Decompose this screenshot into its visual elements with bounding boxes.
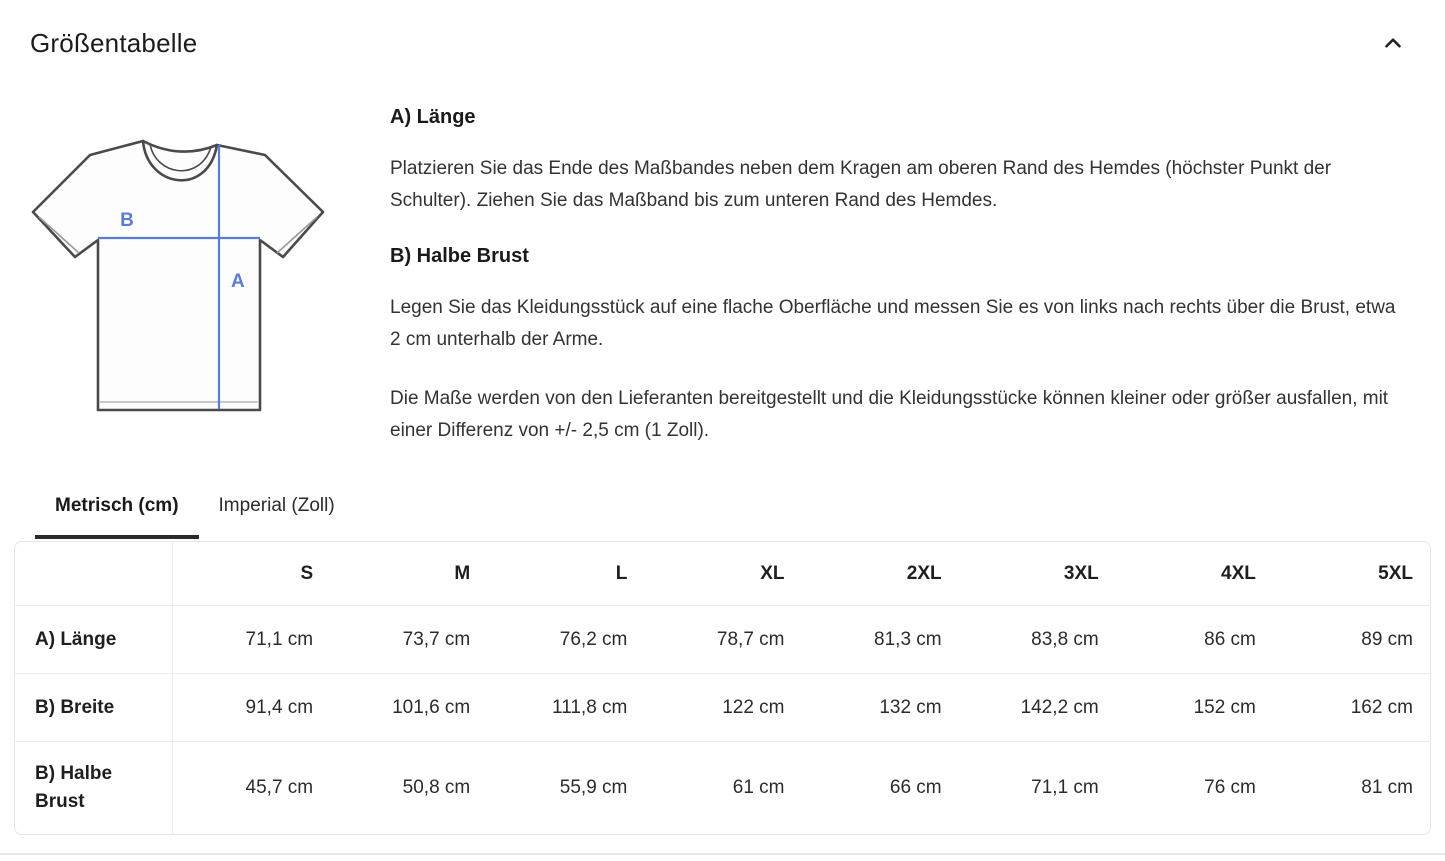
table-cell: 132 cm — [802, 673, 959, 741]
tab-metric[interactable]: Metrisch (cm) — [35, 489, 199, 539]
table-cell: 76 cm — [1116, 741, 1273, 834]
table-cell: 66 cm — [802, 741, 959, 834]
unit-tabs — [35, 489, 355, 539]
length-heading: A) Länge — [390, 106, 476, 128]
table-cell: 101,6 cm — [330, 673, 487, 741]
column-header-xl: XL — [760, 562, 785, 584]
table-cell: 86 cm — [1116, 605, 1273, 673]
column-header-5xl: 5XL — [1378, 562, 1413, 584]
half-chest-heading: B) Halbe Brust — [390, 245, 529, 267]
column-header-2xl: 2XL — [906, 562, 942, 584]
section-divider — [0, 853, 1445, 855]
table-cell: 78,7 cm — [644, 605, 801, 673]
table-cell: 162 cm — [1273, 673, 1430, 741]
length-description: Platzieren Sie das Ende des Maßbandes neben dem Kragen am oberen Rand des Hemdes (höchster Punkt der Schulter). Ziehen Sie das Maßband bis zum unteren Rand des Hemdes. — [390, 158, 1332, 211]
table-cell: 61 cm — [644, 741, 801, 834]
measure-label-b: B — [120, 210, 134, 231]
row-header-halbe-brust: B) Halbe Brust — [15, 741, 173, 834]
column-header-m: M — [454, 562, 471, 584]
section-title: Größentabelle — [30, 27, 198, 58]
section-header — [30, 26, 1410, 60]
measure-guide — [30, 100, 1410, 474]
table-cell: 76,2 cm — [487, 605, 644, 673]
table-cell: 142,2 cm — [959, 673, 1116, 741]
row-header-breite: B) Breite — [15, 673, 173, 741]
table-cell: 152 cm — [1116, 673, 1273, 741]
table-cell: 89 cm — [1273, 605, 1430, 673]
table-cell: 50,8 cm — [330, 741, 487, 834]
tolerance-note: Die Maße werden von den Lieferanten bereitgestellt und die Kleidungsstücke können kleiner oder größer ausfallen, mit einer Differenz von +/- 2,5 cm (1 Zoll). — [390, 388, 1389, 441]
chevron-up-icon — [1380, 30, 1406, 56]
tshirt-measurement-diagram — [30, 100, 326, 474]
collapse-button[interactable] — [1376, 26, 1410, 60]
table-cell: 71,1 cm — [959, 741, 1116, 834]
column-header-4xl: 4XL — [1221, 562, 1256, 584]
measure-instructions — [390, 100, 1410, 474]
table-cell: 45,7 cm — [173, 741, 330, 834]
measure-label-a: A — [231, 271, 245, 292]
table-cell: 73,7 cm — [330, 605, 487, 673]
half-chest-description: Legen Sie das Kleidungsstück auf eine flache Oberfläche und messen Sie es von links nach rechts über die Brust, etwa 2 cm unterhalb der Arme. — [390, 297, 1396, 350]
row-header-laenge: A) Länge — [15, 605, 173, 673]
table-cell: 81 cm — [1273, 741, 1430, 834]
table-cell: 122 cm — [644, 673, 801, 741]
tab-imperial[interactable]: Imperial (Zoll) — [199, 489, 355, 539]
tshirt-diagram-svg — [30, 114, 326, 414]
table-cell: 71,1 cm — [173, 605, 330, 673]
column-header-s: S — [300, 562, 314, 584]
column-header-l: L — [615, 562, 628, 584]
size-table — [14, 541, 1431, 835]
table-cell: 55,9 cm — [487, 741, 644, 834]
column-header-3xl: 3XL — [1063, 562, 1099, 584]
table-corner-cell — [15, 542, 173, 605]
table-cell: 83,8 cm — [959, 605, 1116, 673]
table-cell: 81,3 cm — [802, 605, 959, 673]
table-cell: 111,8 cm — [487, 673, 644, 741]
table-cell: 91,4 cm — [173, 673, 330, 741]
